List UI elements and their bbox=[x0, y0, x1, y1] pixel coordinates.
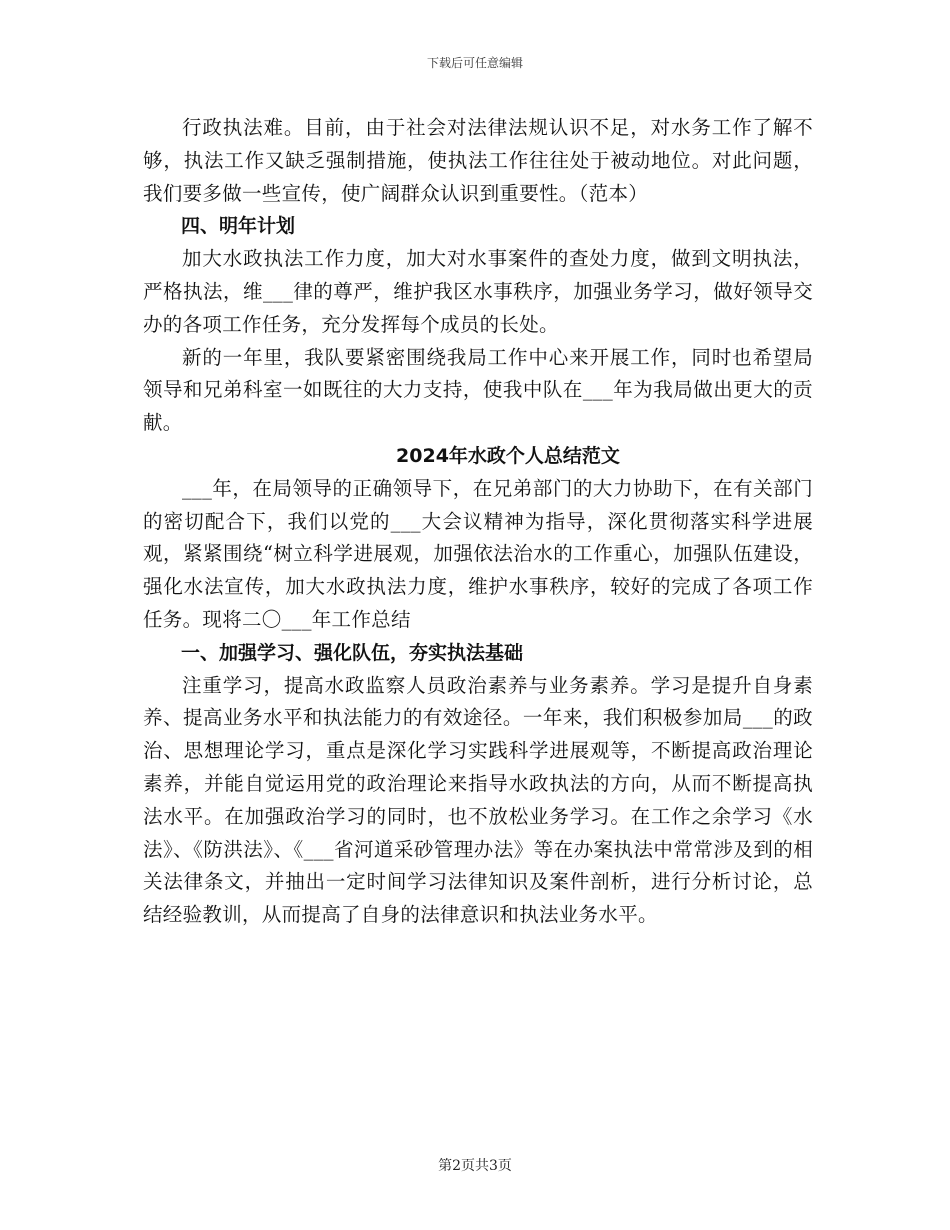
paragraph-5: 注重学习，提高水政监察人员政治素养与业务素养。学习是提升自身素养、提高业务水平和执法能力的有效途径。一年来，我们积极参加局___的政治、思想理论学习，重点是深化学习实践科学进展观等，不断提高政治理论素养，并能自觉运用党的政治理论来指导水政执法的方向，从而不断提高执法水平。在加强政治学习的同时，也不放松业务学习。在工作之余学习《水法》、《防洪法》、《___省河道采砂管理办法》等在办案执法中常常涉及到的相关法律条文，并抽出一定时间学习法律知识及案件剖析，进行分析讨论，总结经验教训，从而提高了自身的法律意识和执法业务水平。 bbox=[143, 673, 813, 927]
document-title: 2024年水政个人总结范文 bbox=[396, 444, 620, 467]
paragraph-3: 新的一年里，我队要紧密围绕我局工作中心来开展工作，同时也希望局领导和兄弟科室一如既往的大力支持，使我中队在___年为我局做出更大的贡献。 bbox=[143, 345, 813, 435]
section-heading-plan: 四、明年计划 bbox=[181, 215, 296, 238]
document-body bbox=[143, 112, 813, 932]
paragraph-1: 行政执法难。目前，由于社会对法律法规认识不足，对水务工作了解不够，执法工作又缺乏强制措施，使执法工作往往处于被动地位。对此问题，我们要多做一些宣传，使广阔群众认识到重要性。（范本） bbox=[143, 116, 813, 205]
page-header: 下载后可任意编辑 bbox=[426, 56, 523, 70]
page-number: 第2页共3页 bbox=[438, 1158, 512, 1174]
paragraph-4: ___年，在局领导的正确领导下，在兄弟部门的大力协助下，在有关部门的密切配合下，我们以党的___大会议精神为指导，深化贯彻落实科学进展观，紧紧围绕“树立科学进展观，加强依法治水的工作重心，加强队伍建设，强化水法宣传，加大水政执法力度，维护水事秩序，较好的完成了各项工作任务。现将二〇___年工作总结 bbox=[143, 476, 813, 631]
paragraph-2: 加大水政执法工作力度，加大对水事案件的查处力度，做到文明执法，严格执法，维___律的尊严，维护我区水事秩序，加强业务学习，做好领导交办的各项工作任务，充分发挥每个成员的长处。 bbox=[143, 247, 813, 336]
section-heading-study: 一、加强学习、强化队伍，夯实执法基础 bbox=[181, 641, 524, 664]
